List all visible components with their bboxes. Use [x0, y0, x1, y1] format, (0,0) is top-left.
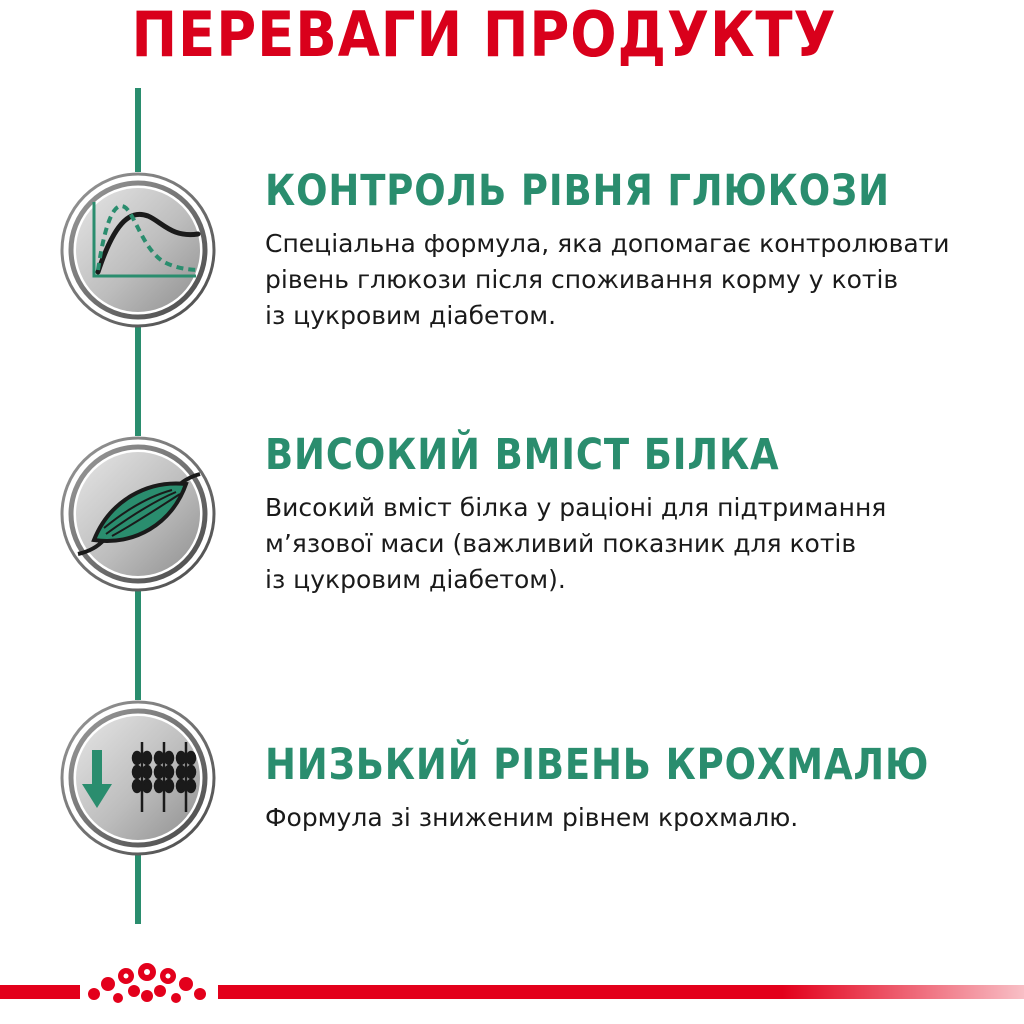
- low-starch-icon: [60, 700, 216, 856]
- benefit-heading: КОНТРОЛЬ РІВНЯ ГЛЮКОЗИ: [265, 166, 890, 216]
- benefit-text-line: Спеціальна формула, яка допомагає контролювати: [265, 229, 950, 258]
- timeline-line: [135, 854, 141, 924]
- royal-canin-crown-logo: [82, 958, 212, 1018]
- benefit-text-line: із цукровим діабетом.: [265, 301, 557, 330]
- muscle-icon: [60, 436, 216, 592]
- benefit-text-line: рівень глюкози після споживання корму у котів: [265, 265, 899, 294]
- timeline-line: [135, 88, 141, 172]
- footer-red-line: [218, 985, 1024, 999]
- benefit-heading: ВИСОКИЙ ВМІСТ БІЛКА: [265, 430, 780, 480]
- page-title: ПЕРЕВАГИ ПРОДУКТУ: [131, 0, 837, 71]
- benefit-text-line: Високий вміст білка у раціоні для підтримання: [265, 493, 887, 522]
- benefit-text-line: м’язової маси (важливий показник для котів: [265, 529, 857, 558]
- timeline-line: [135, 326, 141, 436]
- timeline-line: [135, 590, 141, 700]
- glucose-curve-icon: [60, 172, 216, 328]
- footer-red-line: [0, 985, 80, 999]
- benefit-text-line: Формула зі зниженим рівнем крохмалю.: [265, 803, 799, 832]
- benefit-text-line: із цукровим діабетом).: [265, 565, 566, 594]
- benefit-heading: НИЗЬКИЙ РІВЕНЬ КРОХМАЛЮ: [265, 740, 930, 790]
